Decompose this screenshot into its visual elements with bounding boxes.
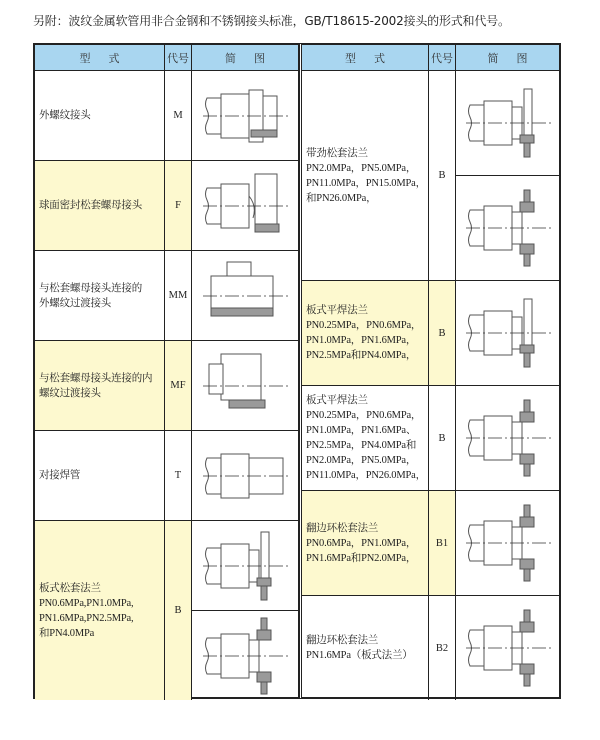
type-line: 板式平焊法兰: [306, 305, 368, 316]
bolt-top: [524, 610, 530, 622]
header-code: 代号: [429, 45, 456, 70]
type-line: 和PN4.0MPa: [39, 627, 95, 639]
diagram: [192, 611, 298, 700]
type-line: PN2.0MPa，PN5.0MPa，: [306, 162, 417, 174]
type-line: PN2.5MPa和PN4.0MPa，: [306, 350, 417, 361]
adapter-male-diagram: [199, 256, 291, 336]
bolt: [261, 586, 267, 600]
right-table: [299, 43, 561, 699]
bolt-top: [524, 190, 530, 202]
bolt-bottom: [524, 464, 530, 476]
table-row: [35, 521, 298, 700]
table-row: [35, 71, 298, 161]
type-cell: [35, 431, 165, 520]
bolt: [524, 143, 530, 157]
flange-full-diagram: [462, 188, 554, 268]
diagram-cell: [456, 281, 559, 385]
diagram: [456, 386, 559, 490]
table-header: [35, 45, 298, 71]
flange-half-diagram: [199, 526, 291, 606]
type-line: PN11.0MPa，PN15.0MPa，: [306, 177, 426, 189]
page-title: 另附：波纹金属软管用非合金钢和不锈钢接头标准，GB/T18615-2002接头的形式和代号。: [33, 14, 510, 28]
bolt-top: [524, 505, 530, 517]
flange-top-hatch: [520, 622, 534, 632]
table-row: [35, 251, 298, 341]
header-diagram: 简图: [487, 52, 546, 65]
header-type: 型式: [302, 45, 429, 70]
type-line: PN1.0MPa，PN1.6MPa、: [306, 425, 417, 436]
header-diagram: 简图: [225, 52, 283, 65]
diagram: [192, 341, 298, 430]
type-cell: [35, 341, 165, 430]
nut: [221, 354, 261, 400]
swivel-nut-diagram: [199, 166, 291, 246]
diagram: [192, 431, 298, 520]
diagram: [192, 251, 298, 340]
flange-bottom-hatch: [520, 244, 534, 254]
diagram: [456, 281, 559, 385]
diagram-cell: [456, 386, 559, 490]
flange-hatch: [520, 135, 534, 143]
type-line: 板式平焊法兰: [306, 395, 368, 406]
diagram: [456, 71, 559, 176]
diagram-cell: [456, 71, 559, 280]
diagram-cell: [192, 251, 298, 340]
code-cell: B: [429, 71, 456, 280]
type-line: 对接焊管: [39, 470, 81, 481]
bolt-top: [524, 400, 530, 412]
type-line: 外螺纹过渡接头: [39, 297, 112, 309]
diagram-cell: [192, 521, 298, 700]
code-cell: MM: [165, 251, 192, 340]
code-cell: T: [165, 431, 192, 520]
type-line: 球面密封松套螺母接头: [39, 200, 142, 211]
type-cell: [302, 386, 429, 490]
type-line: 与松套螺母接头连接的: [39, 282, 142, 294]
table-header: [302, 45, 559, 71]
flange-bottom-hatch: [520, 664, 534, 674]
diagram-cell: [192, 71, 298, 160]
flange-top-hatch: [520, 517, 534, 527]
type-cell: [302, 491, 429, 595]
flange: [261, 532, 269, 582]
type-line: PN1.6MPa和PN2.0MPa，: [306, 552, 417, 564]
table-row: [302, 491, 559, 596]
table-row: [302, 386, 559, 491]
left-table: [33, 43, 300, 699]
hex-nut: [227, 262, 251, 276]
type-line: PN2.0MPa，PN5.0MPa，: [306, 455, 417, 466]
flange: [524, 299, 532, 349]
type-line: 外螺纹接头: [39, 110, 91, 121]
flange-half-diagram: [462, 293, 554, 373]
code-cell: B: [429, 281, 456, 385]
section-hatch: [211, 308, 273, 316]
flange-hatch: [520, 345, 534, 353]
bolt-bottom: [524, 254, 530, 266]
type-line: 板式松套法兰: [39, 582, 101, 594]
diagram: [456, 491, 559, 595]
type-line: 翻边环松套法兰: [306, 522, 379, 534]
type-cell: [302, 596, 429, 700]
table-row: [302, 281, 559, 386]
type-cell: [302, 281, 429, 385]
diagram-cell: [192, 161, 298, 250]
bolt-bottom: [261, 682, 267, 694]
ball-seat: [249, 196, 254, 218]
male-thread-diagram: [199, 76, 291, 156]
table-row: [302, 596, 559, 700]
diagram: [456, 596, 559, 700]
type-line: PN1.6MPa（板式法兰）: [306, 650, 413, 661]
type-line: 和PN26.0MPa，: [306, 192, 377, 204]
type-cell: [302, 71, 429, 280]
flange-bottom-hatch: [257, 672, 271, 682]
code-cell: MF: [165, 341, 192, 430]
diagram-cell: [192, 431, 298, 520]
section-hatch: [229, 400, 265, 408]
flange-hatch: [257, 578, 271, 586]
section-hatch: [255, 224, 279, 232]
flange-top-hatch: [257, 630, 271, 640]
flange-bottom-hatch: [520, 454, 534, 464]
type-line: 与松套螺母接头连接的内: [39, 372, 153, 384]
type-line: PN0.25MPa，PN0.6MPa，: [306, 320, 422, 331]
header-code: 代号: [165, 45, 192, 70]
code-cell: F: [165, 161, 192, 250]
diagram: [456, 176, 559, 280]
code-cell: B: [429, 386, 456, 490]
header-type: 型式: [35, 45, 165, 70]
code-cell: M: [165, 71, 192, 160]
type-line: 带劲松套法兰: [306, 147, 368, 159]
type-line: 翻边环松套法兰: [306, 635, 379, 646]
bolt-bottom: [524, 569, 530, 581]
flange-top-hatch: [520, 412, 534, 422]
diagram: [192, 521, 298, 611]
type-line: PN0.6MPa，PN1.0MPa，: [306, 537, 417, 549]
bolt-top: [261, 618, 267, 630]
type-cell: [35, 161, 165, 250]
diagram: [192, 71, 298, 160]
type-line: PN11.0MPa，PN26.0MPa，: [306, 470, 426, 481]
code-cell: B1: [429, 491, 456, 595]
diagram: [192, 161, 298, 250]
flange-full-diagram: [462, 503, 554, 583]
flange-full-diagram: [462, 608, 554, 688]
diagram-cell: [456, 596, 559, 700]
code-cell: B2: [429, 596, 456, 700]
type-line: PN0.25MPa，PN0.6MPa，: [306, 410, 422, 421]
flange: [524, 89, 532, 139]
type-cell: [35, 71, 165, 160]
type-line: 螺纹过渡接头: [39, 387, 101, 399]
type-line: PN0.6MPa,PN1.0MPa,: [39, 597, 134, 609]
adapter-female-diagram: [199, 346, 291, 426]
type-line: PN1.6MPa,PN2.5MPa,: [39, 612, 134, 624]
flange-top-hatch: [520, 202, 534, 212]
nut: [255, 174, 277, 230]
table-row: [35, 161, 298, 251]
type-line: PN1.0MPa，PN1.6MPa，: [306, 335, 417, 346]
flange-bottom-hatch: [520, 559, 534, 569]
bolt-bottom: [524, 674, 530, 686]
type-line: PN2.5MPa，PN4.0MPa和: [306, 440, 417, 451]
diagram-cell: [192, 341, 298, 430]
table-row: [35, 431, 298, 521]
flange-full-diagram: [199, 616, 291, 696]
table-row: [35, 341, 298, 431]
flange-full-diagram: [462, 398, 554, 478]
type-cell: [35, 521, 165, 700]
section-hatch: [251, 130, 277, 137]
flange-half-diagram: [462, 83, 554, 163]
diagram-cell: [456, 491, 559, 595]
bolt: [524, 353, 530, 367]
body: [209, 364, 223, 394]
code-cell: B: [165, 521, 192, 700]
type-cell: [35, 251, 165, 340]
table-row: [302, 71, 559, 281]
weld-pipe-diagram: [199, 436, 291, 516]
